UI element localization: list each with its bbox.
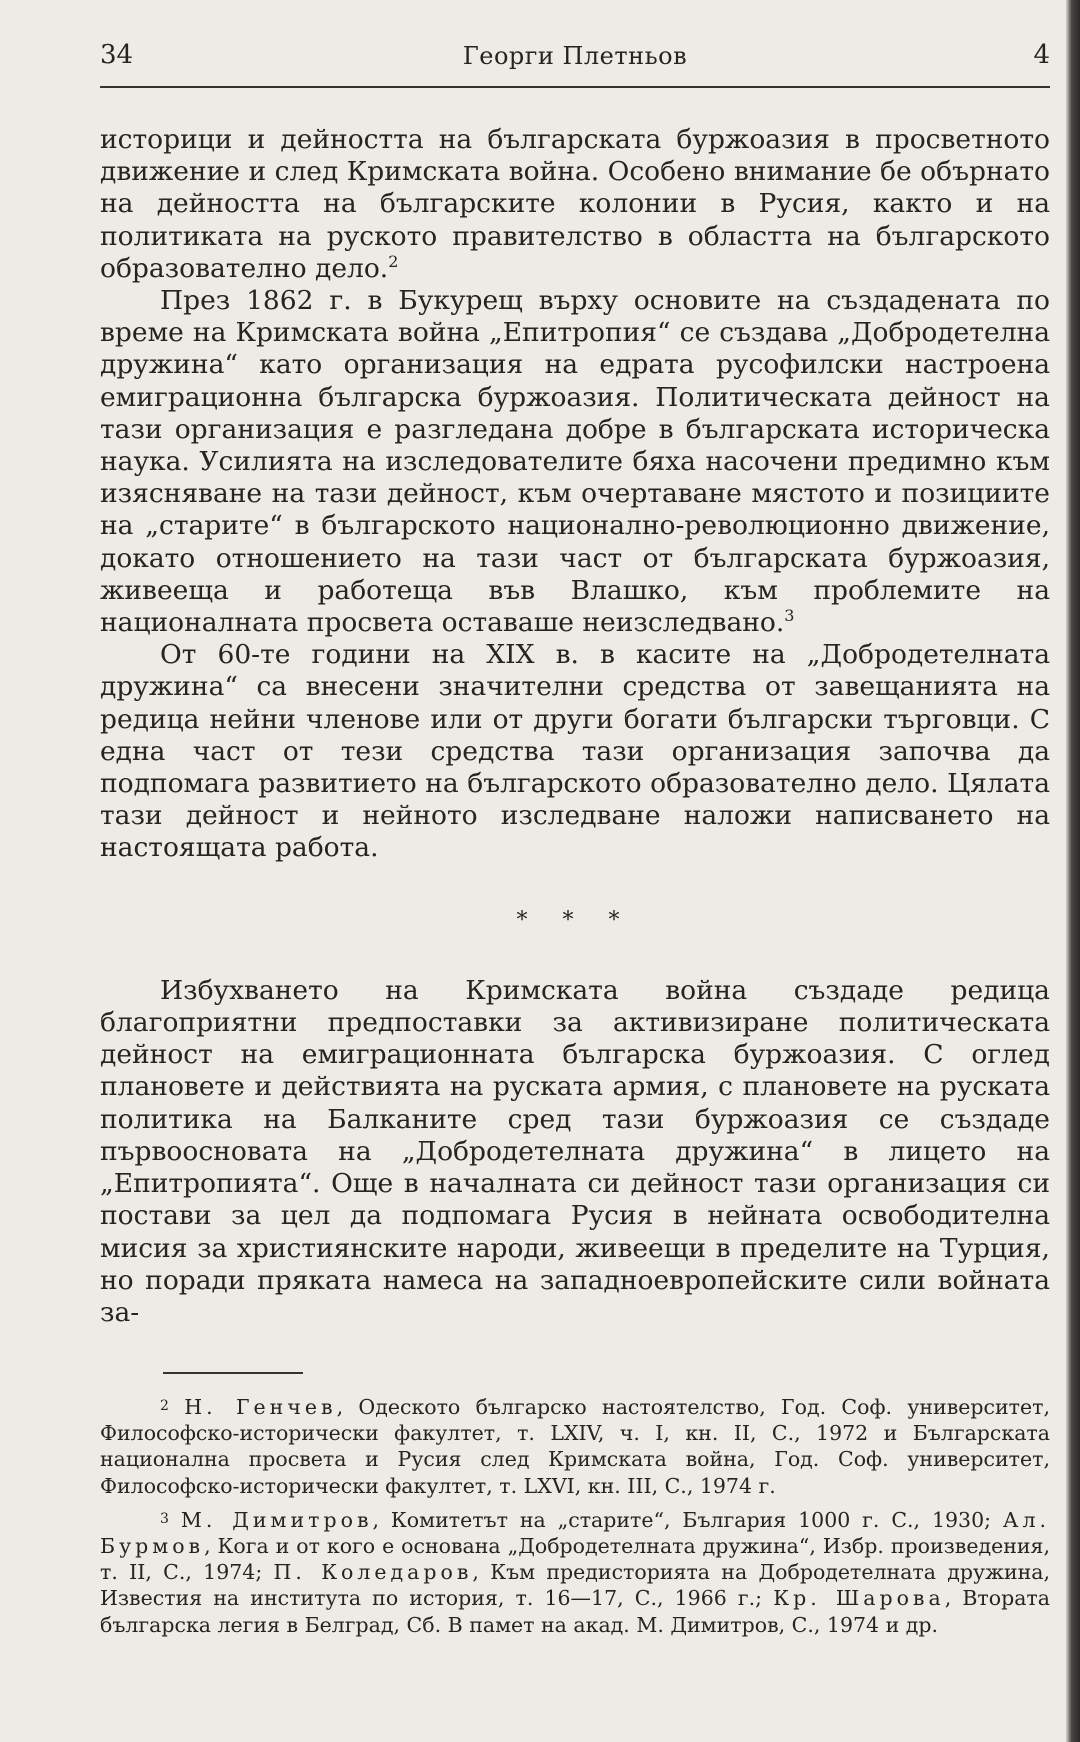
footnote-3 — [100, 1507, 1050, 1638]
paragraph-4: Избухването на Кримската война създаде редица благоприятни предпоставки за активизиране политическата дейност на емиграционната българска буржоазия. С оглед плановете и действията на руската армия, с плановете на руската политика на Балканите сред тази буржоазия се създаде първоосновата на „Добродетелната дружина“ в лицето на „Епитропията“. Още в началната си дейност тази организация си постави за цел да подпомага Русия в нейната освободителна мисия за християнските народи, живеещи в пределите на Турция, но поради пряката намеса на западноевропейските сили войната за- — [100, 974, 1050, 1328]
footnote-2-marker: 2 — [160, 1398, 169, 1414]
footnote-2-text: , Одеското българско настоятелство, Год. Соф. университет, Философско-исторически факултет, т. LXIV, ч. I, кн. II, С., 1972 и Българската национална просвета и Русия след Кримската война, Год. Соф. университет, Философско-исторически факултет, т. LXVI, кн. III, С., 1974 г. — [100, 1395, 1050, 1498]
page-edge-shadow — [1066, 0, 1080, 1742]
footnote-3-text-4: , Втората българска легия в Белград, Сб. В памет на акад. М. Димитров, С., 1974 и др. — [100, 1586, 1050, 1637]
footnote-3-text-2: , Кога и от кого е основана „Добродетелната дружина“, Избр. произведения, т. II, С., 1974; — [100, 1534, 1050, 1585]
footnote-3-author-4: Кр. Шарова — [773, 1586, 945, 1611]
paragraph-3: От 60-те години на XIX в. в касите на „Добродетелната дружина“ са внесени значителни средства от завещанията на редица нейни членове или от други богати български търговци. С една част от тези средства тази организация започва да подпомага развитието на българското образователно дело. Цялата тази дейност и нейното изследване наложи написването на настоящата работа. — [100, 639, 1050, 864]
running-head — [100, 40, 1050, 80]
running-head-author: Георги Плетньов — [462, 42, 688, 70]
footnote-rule — [163, 1372, 303, 1374]
footnote-ref-3: 3 — [784, 606, 795, 626]
paragraph-1 — [100, 124, 1050, 285]
footnote-3-author-1: М. Димитров — [180, 1507, 373, 1532]
paragraph-2-text: През 1862 г. в Букурещ върху основите на създадената по време на Кримската война „Епитропия“ се създава „Добродетелна дружина“ като организация на едрата русофилски настроена емиграционна българска буржоазия. Политическата дейност на тази организация е разгледана добре в българската историческа наука. Усилията на изследователите бяха насочени предимно към изясняване на тази дейност, към очертаване мястото и позициите на „старите“ в българското национално-революционно движение, докато отношението на тази част от българската буржоазия, живееща и работеща във Влашко, към проблемите на националната просвета оставаше неизследвано. — [100, 285, 1050, 639]
footnote-3-author-2: Ал. Бурмов — [100, 1507, 1050, 1559]
footnote-3-marker: 3 — [160, 1510, 169, 1527]
footnote-ref-2: 2 — [388, 251, 399, 271]
header-rule — [100, 86, 1050, 88]
footnote-3-text-1: , Комитетът на „старите“, България 1000 г. С., 1930; — [372, 1507, 1003, 1532]
footnotes — [100, 1394, 1050, 1646]
running-head-mark: 4 — [1033, 40, 1050, 70]
footnote-3-author-3: П. Коледаров — [273, 1560, 473, 1585]
main-text — [100, 124, 1050, 1329]
paragraph-1-text: историци и дейността на българската буржоазия в просветното движение и след Кримската война. Особено внимание бе обърнато на дейността на българските колонии в Русия, както и на политиката на руското правителство в областта на българското образователно дело. — [100, 124, 1050, 284]
page-number: 34 — [100, 40, 134, 70]
footnote-2-author: Н. Генчев — [184, 1395, 337, 1419]
section-separator: * * * — [516, 907, 634, 933]
footnote-2 — [100, 1394, 1050, 1499]
footnote-3-text-3: , Към предисторията на Добродетелната дружина, Известия на института по история, т. 16—17, С., 1966 г.; — [100, 1560, 1051, 1611]
paragraph-2 — [100, 285, 1050, 639]
